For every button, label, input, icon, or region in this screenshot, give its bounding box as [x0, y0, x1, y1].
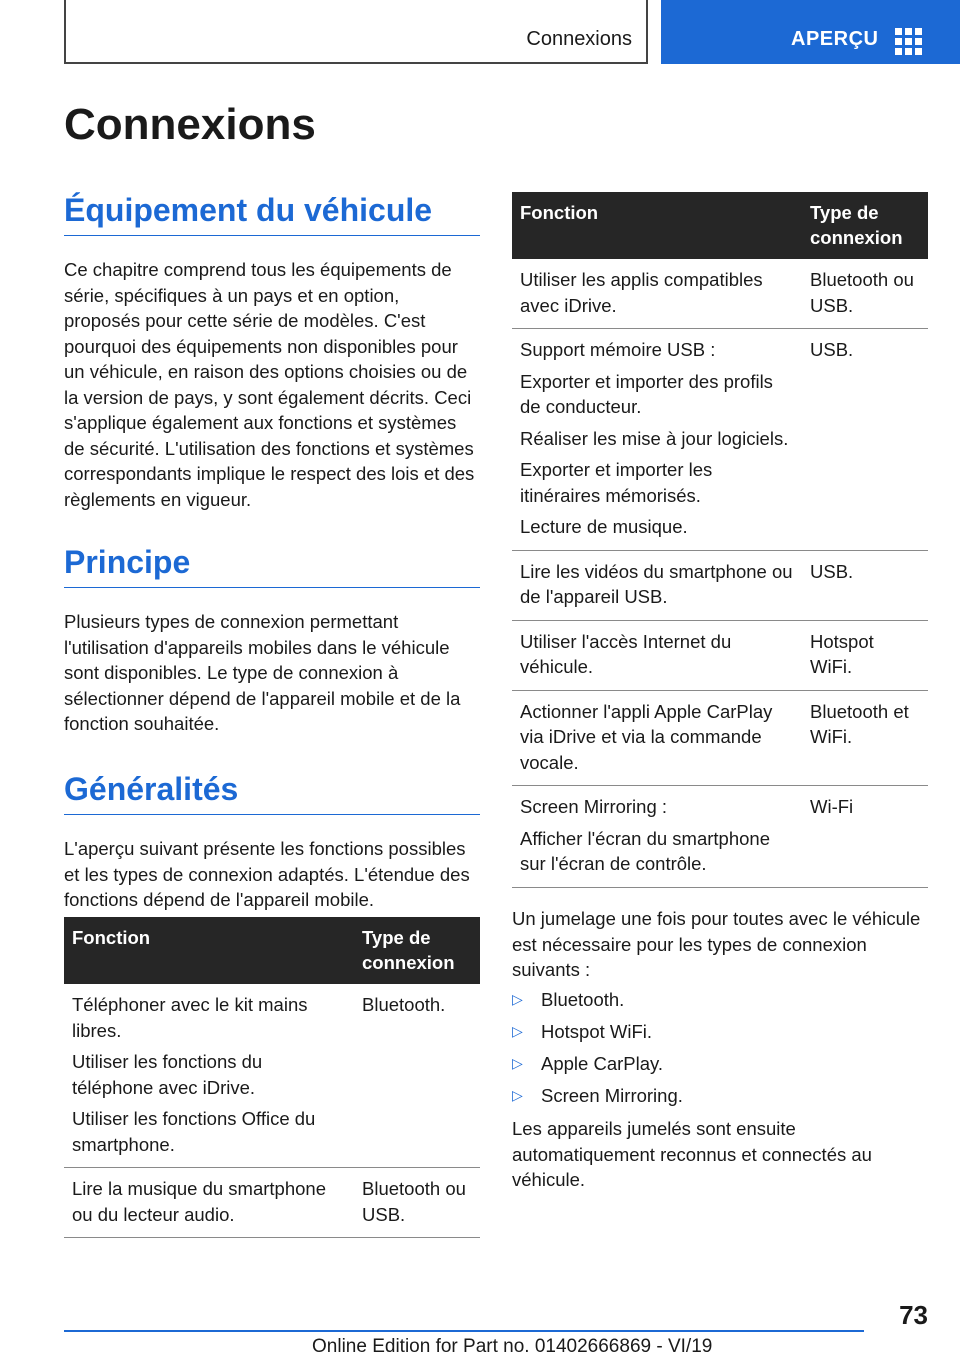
table-cell-type: Wi-Fi: [802, 786, 928, 888]
page-number: 73: [899, 1300, 928, 1330]
table-header-row: [64, 917, 480, 984]
connection-table-part-2: [512, 192, 928, 888]
list-item-label: Bluetooth.: [541, 989, 625, 1010]
table-header-function: Fonction: [64, 917, 354, 984]
connection-table-part-1: [64, 917, 480, 1238]
overview-tab[interactable]: [661, 0, 960, 64]
table-cell-function: [512, 786, 802, 888]
table-row: [512, 259, 928, 329]
cell-line: Exporter et importer des profils de conducteur.: [520, 370, 773, 417]
table-cell-function: [64, 1168, 354, 1238]
triangle-bullet-icon: ▷: [512, 1055, 523, 1071]
triangle-bullet-icon: ▷: [512, 1023, 523, 1039]
cell-line: Actionner l'appli Apple CarPlay via iDrive et via la commande vocale.: [520, 700, 773, 773]
list-item-label: Hotspot WiFi.: [541, 1021, 653, 1042]
table-header-function: Fonction: [512, 192, 802, 259]
table-row: [64, 984, 480, 1168]
cell-line: Téléphoner avec le kit mains libres.: [72, 994, 308, 1041]
overview-tab-label: APERÇU: [791, 28, 879, 50]
cell-line: Exporter et importer les itinéraires mémorisés.: [520, 459, 713, 506]
table-row: [512, 786, 928, 888]
cell-line: Utiliser les applis compatibles avec iDrive.: [520, 269, 763, 316]
table-cell-type: Bluetooth ou USB.: [354, 1168, 480, 1238]
triangle-bullet-icon: ▷: [512, 1087, 523, 1103]
table-cell-function: [64, 984, 354, 1168]
table-cell-function: [512, 550, 802, 620]
table-cell-type: Bluetooth.: [354, 984, 480, 1168]
table-cell-type: Bluetooth et WiFi.: [802, 690, 928, 786]
pairing-intro: Un jumelage une fois pour toutes avec le véhicule est nécessaire pour les types de connexion suivants :: [512, 908, 921, 980]
list-item-label: Screen Mirroring.: [541, 1085, 683, 1106]
cell-line: Utiliser les fonctions Office du smartphone.: [72, 1108, 316, 1155]
table-cell-function: [512, 259, 802, 329]
table-row: [512, 550, 928, 620]
table-cell-type: USB.: [802, 550, 928, 620]
footer-divider: [64, 1330, 864, 1332]
list-item: [512, 1083, 928, 1109]
table-row: [512, 690, 928, 786]
heading-generalites: Généralités: [64, 771, 480, 815]
table-cell-type: USB.: [802, 329, 928, 551]
text-equipement: Ce chapitre comprend tous les équipements de série, spécifiques à un pays et en option, proposés pour cette série de modèles. C'est pourquoi des équipements non disponibles pour un véhicule, en raison des options choisies ou de la version de pays, y sont également décrits. Ceci s'applique également aux fonctions et systèmes de sécurité. L'utilisation des fonctions et systèmes correspondants implique le respect des lois et des règlements en vigueur.: [64, 259, 475, 510]
table-header-row: [512, 192, 928, 259]
table-cell-type: Hotspot WiFi.: [802, 620, 928, 690]
cell-line: Afficher l'écran du smartphone sur l'écran de contrôle.: [520, 827, 770, 874]
cell-line: Lire les vidéos du smartphone ou de l'appareil USB.: [520, 560, 793, 607]
table-header-type: Type de connexion: [354, 917, 480, 984]
heading-equipement: Équipement du véhicule: [64, 192, 480, 236]
list-item-label: Apple CarPlay.: [541, 1053, 664, 1074]
table-cell-function: [512, 690, 802, 786]
cell-line: Lire la musique du smartphone ou du lecteur audio.: [72, 1178, 327, 1225]
list-item: [512, 987, 928, 1013]
list-item: [512, 1019, 928, 1045]
cell-line: Réaliser les mise à jour logiciels.: [520, 427, 789, 449]
table-header-type: Type de connexion: [802, 192, 928, 259]
table-row: [64, 1168, 480, 1238]
triangle-bullet-icon: ▷: [512, 991, 523, 1007]
page-title: Connexions: [64, 100, 316, 149]
table-cell-type: Bluetooth ou USB.: [802, 259, 928, 329]
cell-line: Utiliser l'accès Internet du véhicule.: [520, 630, 732, 677]
heading-principe: Principe: [64, 544, 480, 588]
text-principe: Plusieurs types de connexion permettant l'utilisation d'appareils mobiles dans le véhicule sont disponibles. Le type de connexion à sélectionner dépend de l'appareil mobile et de la fonction souhaitée.: [64, 611, 461, 734]
cell-line: Support mémoire USB :: [520, 339, 716, 360]
table-row: [512, 329, 928, 551]
table-row: [512, 620, 928, 690]
header-section-box: [64, 0, 648, 64]
cell-line: Utiliser les fonctions du téléphone avec iDrive.: [72, 1051, 263, 1098]
grid-icon: [895, 28, 923, 56]
pairing-outro: Les appareils jumelés sont ensuite automatiquement reconnus et connectés au véhicule.: [512, 1118, 872, 1190]
footer-edition: Online Edition for Part no. 01402666869 - VI/19: [312, 1336, 713, 1357]
list-item: [512, 1051, 928, 1077]
cell-line: Lecture de musique.: [520, 516, 688, 537]
header-section-label: Connexions: [526, 28, 632, 50]
table-cell-function: [512, 329, 802, 551]
text-generalites: L'aperçu suivant présente les fonctions possibles et les types de connexion adaptés. L'étendue des fonctions dépend de l'appareil mobile.: [64, 838, 470, 910]
table-cell-function: [512, 620, 802, 690]
cell-line: Screen Mirroring :: [520, 796, 668, 817]
pairing-list: [512, 987, 928, 1115]
